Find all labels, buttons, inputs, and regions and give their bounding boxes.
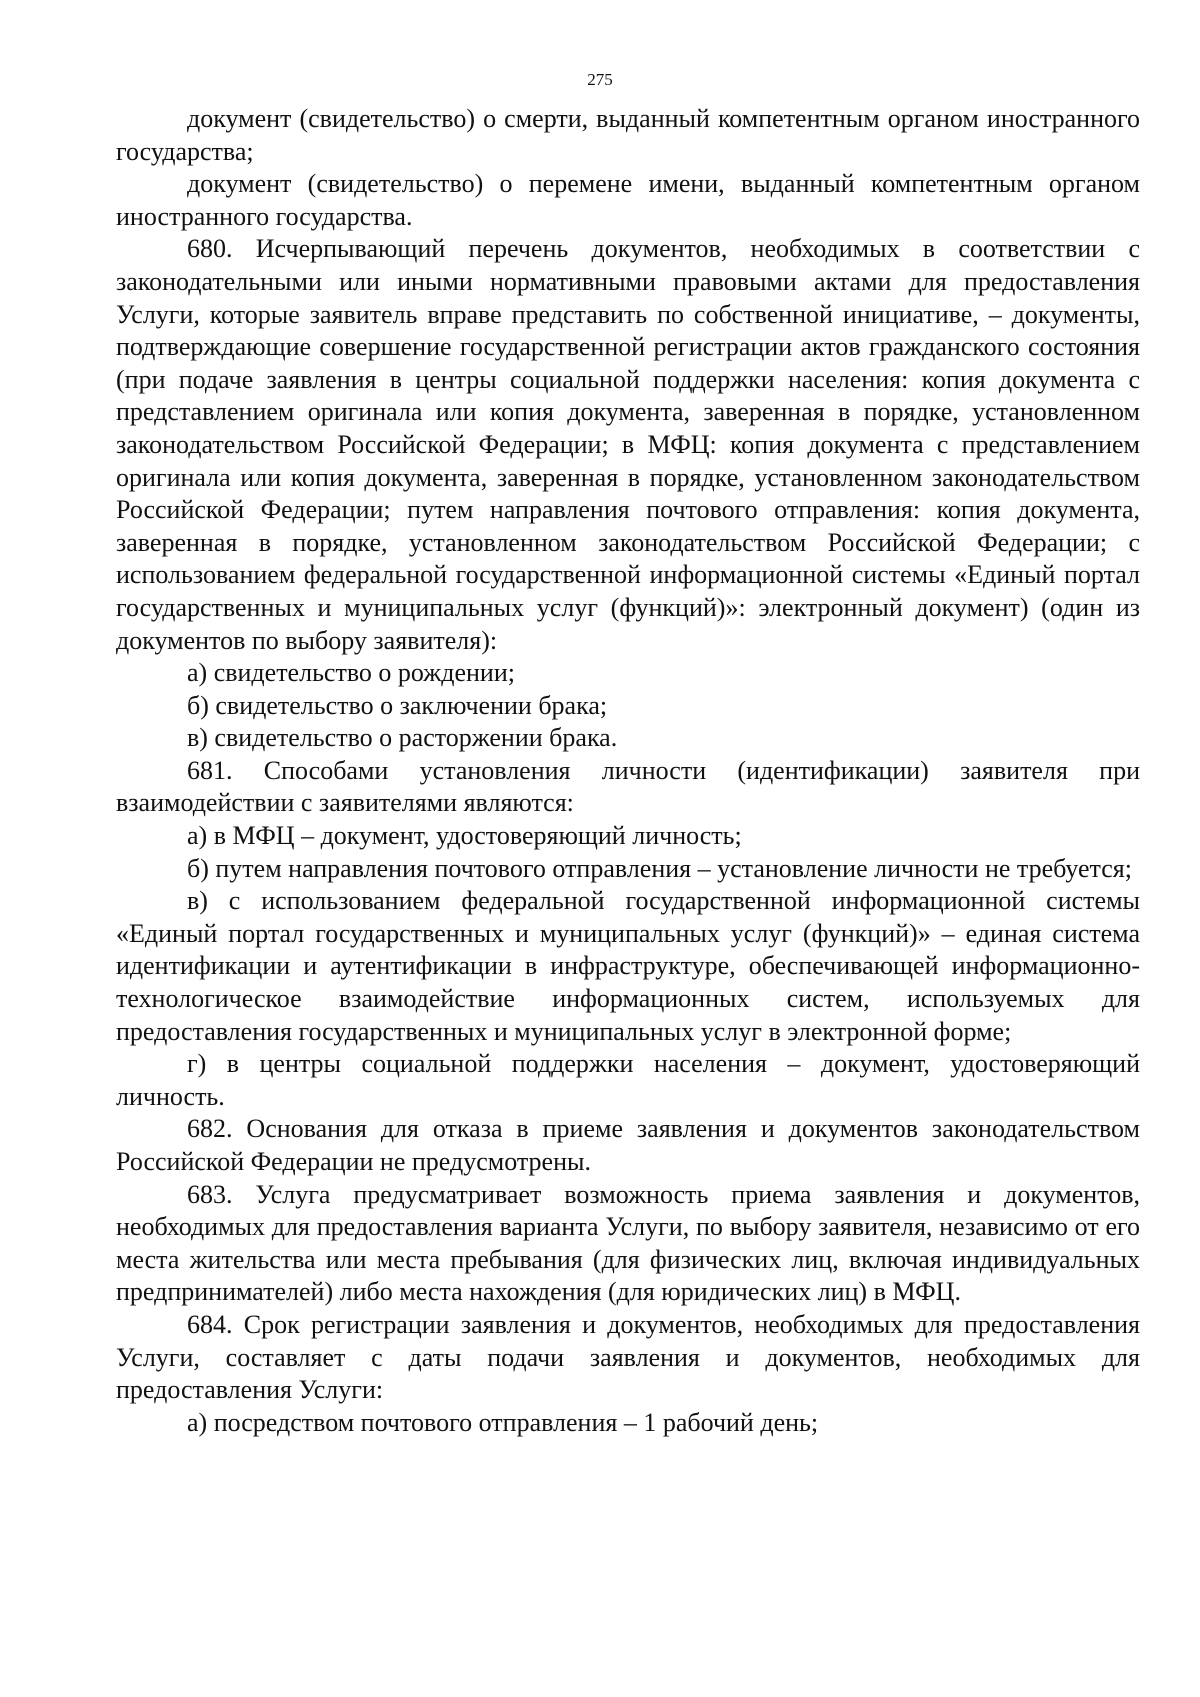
list-item-postal-registration-term: а) посредством почтового отправления – 1 рабочий день; xyxy=(187,1407,819,1437)
paragraph-684: 684. Срок регистрации заявления и документов, необходимых для предоставления Услуги, составляет с даты подачи заявления и документов, необходимых для предоставления Услуги: xyxy=(116,1309,1140,1405)
list-item-portal-identification: в) с использованием федеральной государственной информационной системы «Единый портал государственных и муниципальных услуг (функций)» – единая система идентификации и аутентификации в инфраструктуре, обеспечивающей информационно-технологическое взаимодействие информационных систем, используемых для предоставления государственных и муниципальных услуг в электронной форме; xyxy=(116,886,1140,1046)
paragraph-680: 680. Исчерпывающий перечень документов, необходимых в соответствии с законодательными или иными нормативными правовыми актами для предоставления Услуги, которые заявитель вправе представить по собственной инициативе, – документы, подтверждающие совершение государственной регистрации актов гражданского состояния (при подаче заявления в центры социальной поддержки населения: копия документа с представлением оригинала или копия документа, заверенная в порядке, установленном законодательством Российской Федерации; в МФЦ: копия документа с представлением оригинала или копия документа, заверенная в порядке, установленном законодательством Российской Федерации; путем направления почтового отправления: копия документа, заверенная в порядке, установленном законодательством Российской Федерации; с использованием федеральной государственной информационной системы «Единый портал государственных и муниципальных услуг (функций)»: электронный документ) (один из документов по выбору заявителя): xyxy=(116,234,1140,655)
document-body xyxy=(116,103,1140,1439)
list-item-mfc-identification: а) в МФЦ – документ, удостоверяющий личность; xyxy=(187,821,742,851)
list-item-marriage-certificate: б) свидетельство о заключении брака; xyxy=(187,690,608,720)
page-number: 275 xyxy=(587,70,613,89)
paragraph-death-certificate: документ (свидетельство) о смерти, выданный компетентным органом иностранного государства; xyxy=(116,104,1140,166)
list-item-social-center-identification: г) в центры социальной поддержки населения – документ, удостоверяющий личность. xyxy=(116,1049,1140,1111)
list-item-postal-identification: б) путем направления почтового отправления – установление личности не требуется; xyxy=(187,853,1132,883)
paragraph-681: 681. Способами установления личности (идентификации) заявителя при взаимодействии с заявителями являются: xyxy=(116,755,1140,818)
paragraph-683: 683. Услуга предусматривает возможность приема заявления и документов, необходимых для предоставления варианта Услуги, по выбору заявителя, независимо от его места жительства или места пребывания (для физических лиц, включая индивидуальных предпринимателей) либо места нахождения (для юридических лиц) в МФЦ. xyxy=(116,1179,1140,1307)
list-item-divorce-certificate: в) свидетельство о расторжении брака. xyxy=(187,723,618,753)
paragraph-name-change-certificate: документ (свидетельство) о перемене имени, выданный компетентным органом иностранного государства. xyxy=(116,169,1140,231)
list-item-birth-certificate: а) свидетельство о рождении; xyxy=(187,658,515,688)
paragraph-682: 682. Основания для отказа в приеме заявления и документов законодательством Российской Федерации не предусмотрены. xyxy=(116,1114,1140,1176)
